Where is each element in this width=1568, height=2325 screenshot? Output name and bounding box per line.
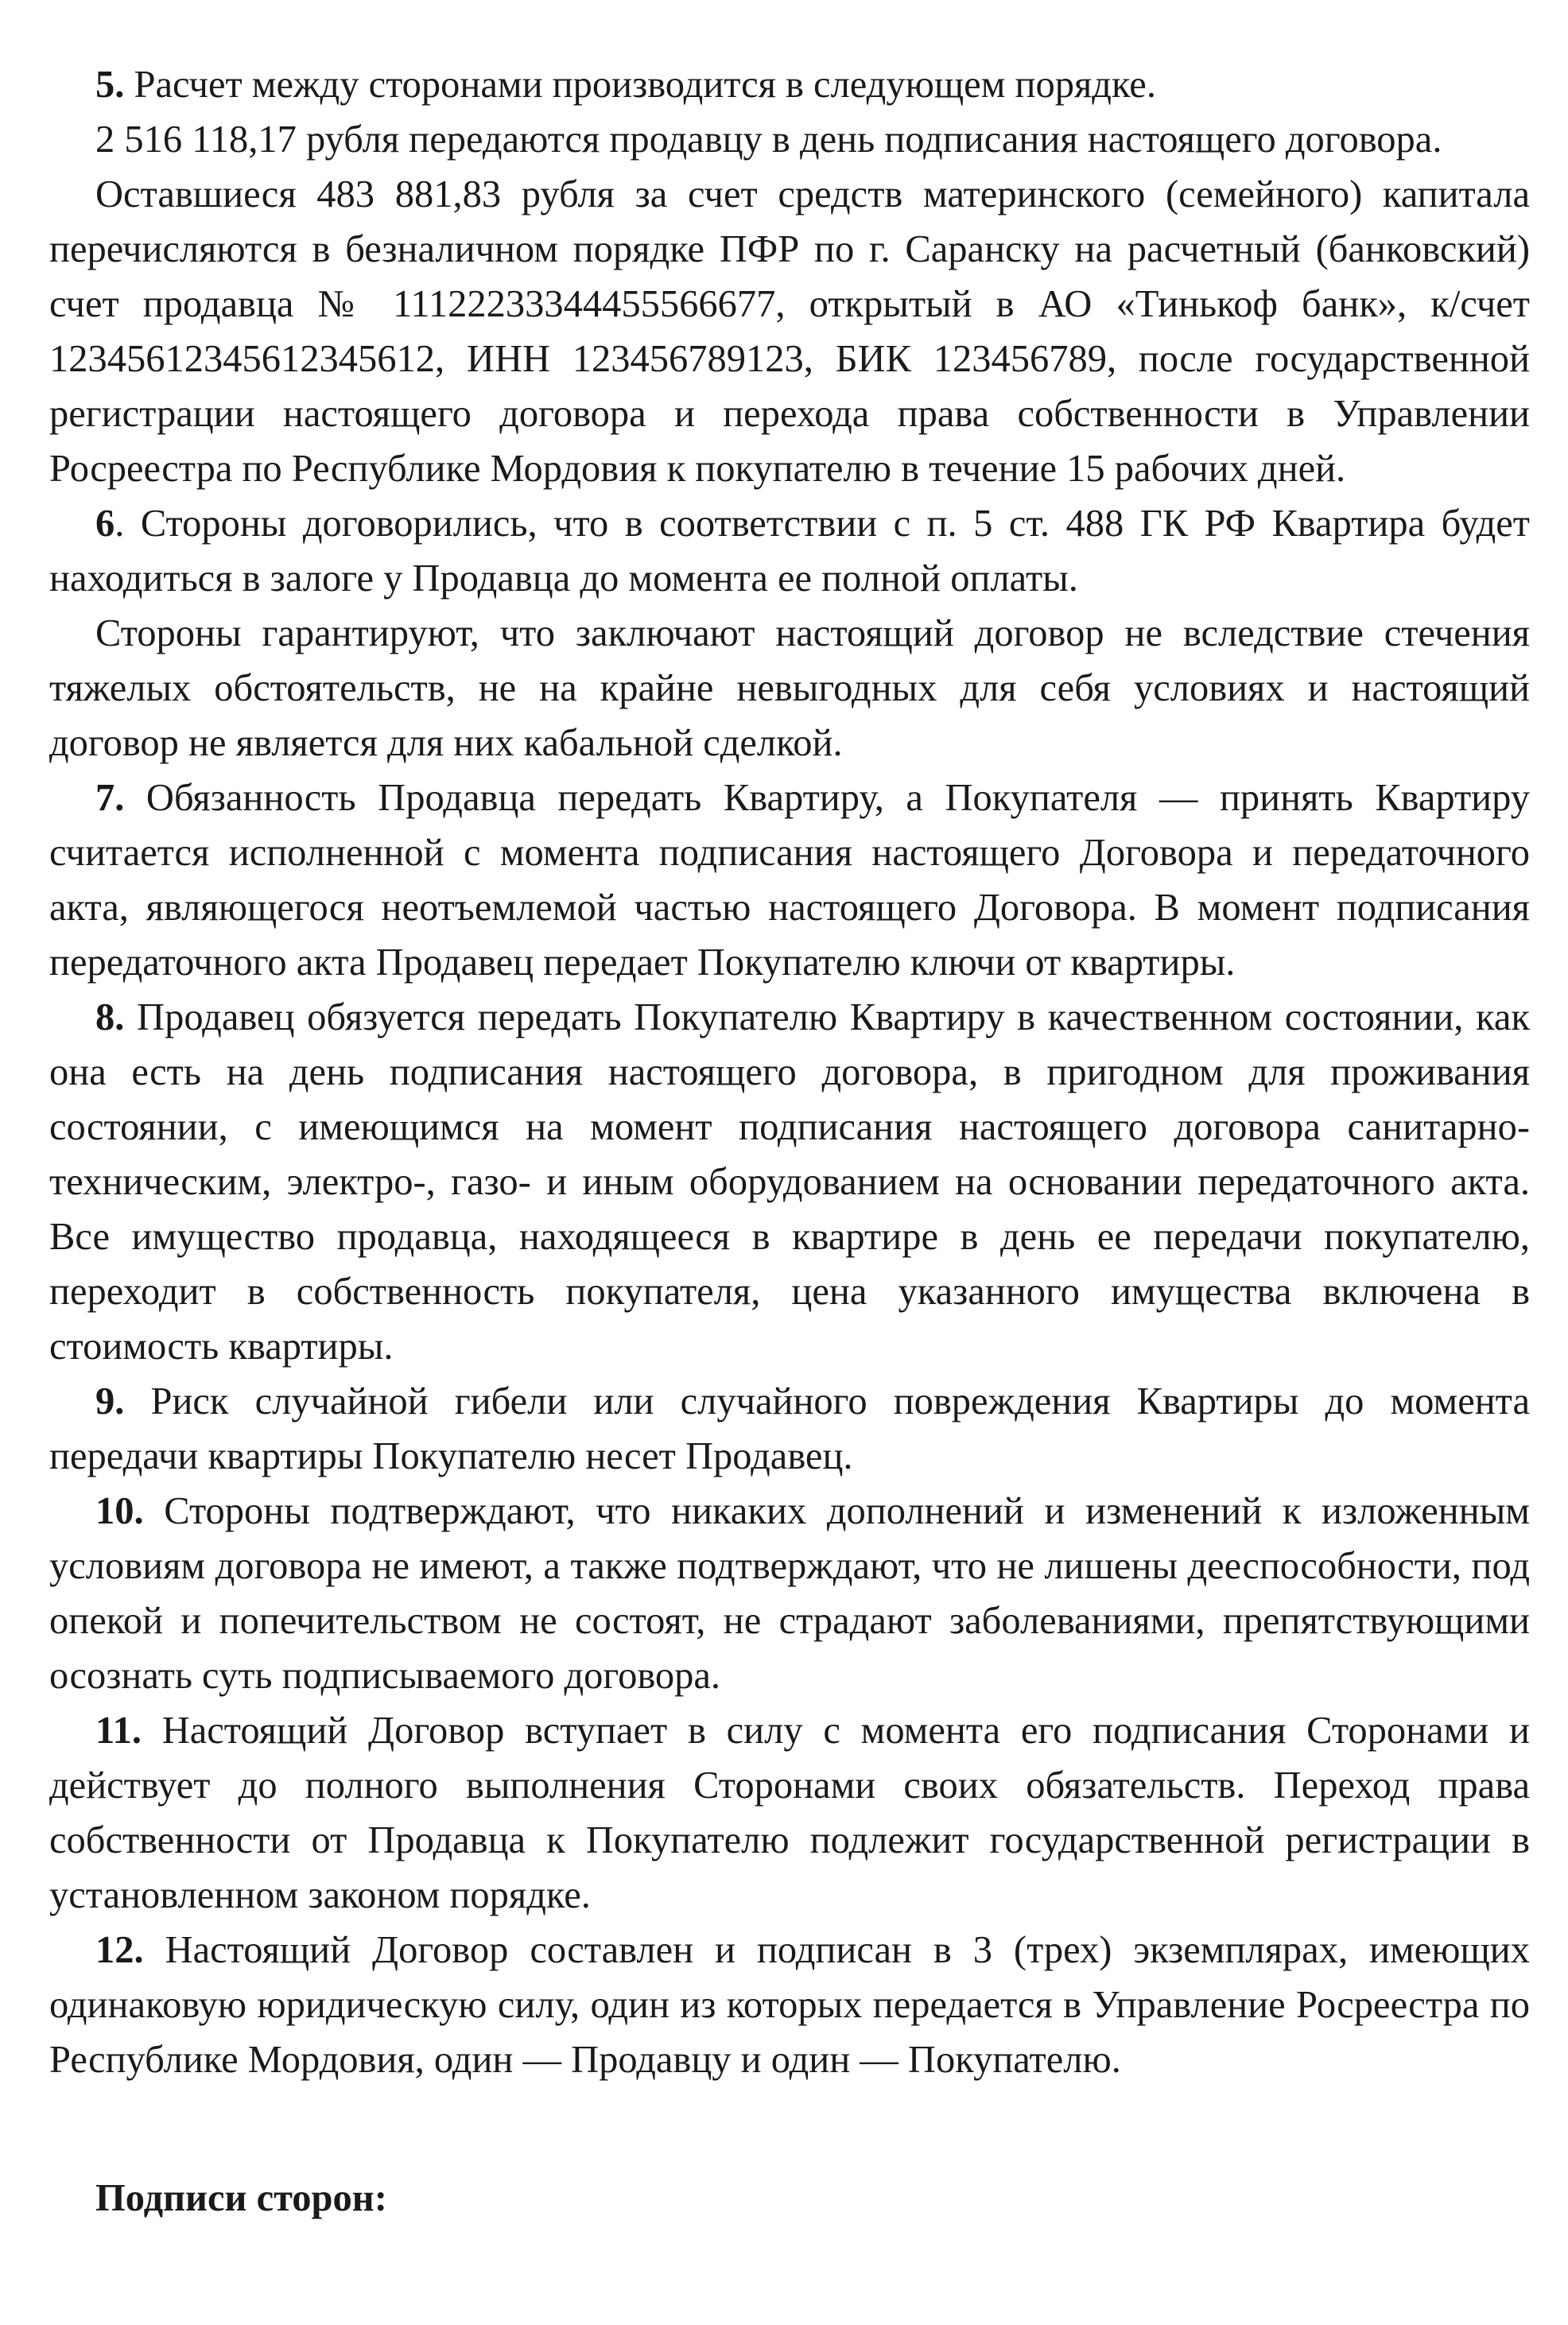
clause-number: 9.	[95, 1380, 125, 1423]
paragraph-6	[49, 496, 1530, 606]
paragraph-9	[49, 1374, 1530, 1484]
clause-number: 5.	[95, 64, 125, 106]
clause-number: 11.	[95, 1710, 142, 1752]
paragraph-8	[49, 990, 1530, 1374]
paragraph-12	[49, 1923, 1530, 2087]
clause-number: 10.	[95, 1490, 144, 1532]
clause-text: Риск случайной гибели или случайного повреждения Квартиры до момента передачи квартиры Покупателю несет Продавец.	[49, 1380, 1530, 1477]
paragraph-11	[49, 1703, 1530, 1923]
paragraph-5	[49, 57, 1530, 112]
clause-text: Стороны подтверждают, что никаких дополнений и изменений к изложенным условиям договора не имеют, а также подтверждают, что не лишены дееспособности, под опекой и попечительством не состоят, не страдают заболеваниями, препятствующими осознать суть подписываемого договора.	[49, 1490, 1530, 1697]
clause-number: 6	[95, 503, 115, 545]
clause-text: Настоящий Договор вступает в силу с момента его подписания Сторонами и действует до полного выполнения Сторонами своих обязательств. Переход права собственности от Продавца к Покупателю подлежит государственной регистрации в установленном законом порядке.	[49, 1710, 1530, 1916]
signatures-heading: Подписи сторон:	[95, 2177, 387, 2219]
paragraph-5-payment-remaining	[49, 167, 1530, 496]
clause-text: Настоящий Договор составлен и подписан в 3 (трех) экземплярах, имеющих одинаковую юридическую силу, один из которых передается в Управление Росреестра по Республике Мордовия, один — Продавцу и один — Покупателю.	[49, 1929, 1530, 2081]
paragraph-5-payment-first	[49, 112, 1530, 167]
clause-text: Оставшиеся 483 881,83 рубля за счет средств материнского (семейного) капитала перечисляются в безналичном порядке ПФР по г. Саранску на расчетный (банковский) счет продавца № 11122233344455566677, открытый в АО «Тинькоф банк», к/счет 12345612345612345612, ИНН 123456789123, БИК 123456789, после государственной регистрации настоящего договора и перехода права собственности в Управлении Росреестра по Республике Мордовия к покупателю в течение 15 рабочих дней.	[49, 173, 1530, 490]
clause-number: 7.	[95, 777, 125, 819]
paragraph-7	[49, 770, 1530, 990]
clause-number: 8.	[95, 996, 125, 1038]
paragraph-6-guarantee	[49, 606, 1530, 770]
paragraph-10	[49, 1484, 1530, 1703]
clause-text: Расчет между сторонами производится в следующем порядке.	[124, 64, 1156, 106]
clause-text: Обязанность Продавца передать Квартиру, а Покупателя — принять Квартиру считается исполненной с момента подписания настоящего Договора и передаточного акта, являющегося неотъемлемой частью настоящего Договора. В момент подписания передаточного акта Продавец передает Покупателю ключи от квартиры.	[49, 777, 1530, 984]
clause-text: 2 516 118,17 рубля передаются продавцу в день подписания настоящего договора.	[95, 118, 1442, 161]
clause-number: 12.	[95, 1929, 144, 1971]
clause-text: . Стороны договорились, что в соответствии с п. 5 ст. 488 ГК РФ Квартира будет находиться в залоге у Продавца до момента ее полной оплаты.	[49, 503, 1530, 600]
clause-text: Стороны гарантируют, что заключают настоящий договор не вследствие стечения тяжелых обстоятельств, не на крайне невыгодных для себя условиях и настоящий договор не является для них кабальной сделкой.	[49, 612, 1530, 764]
clause-text: Продавец обязуется передать Покупателю Квартиру в качественном состоянии, как она есть на день подписания настоящего договора, в пригодном для проживания состоянии, с имеющимся на момент подписания настоящего договора санитарно-техническим, электро-, газо- и иным оборудованием на основании передаточного акта. Все имущество продавца, находящееся в квартире в день ее передачи покупателю, переходит в собственность покупателя, цена указанного имущества включена в стоимость квартиры.	[49, 996, 1530, 1368]
document-page	[49, 57, 1530, 2226]
